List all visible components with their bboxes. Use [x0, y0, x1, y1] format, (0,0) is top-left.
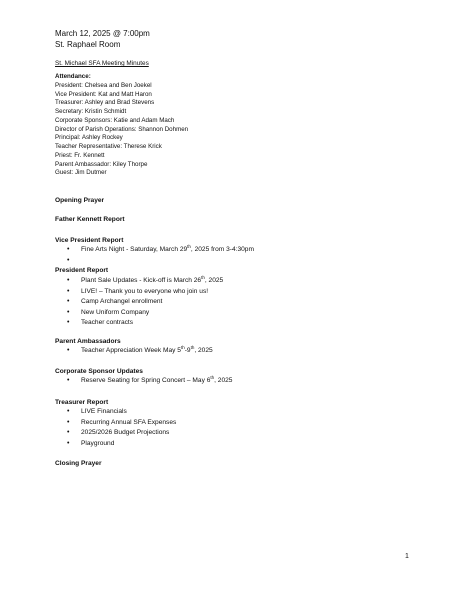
list-item: • Plant Sale Updates - Kick-off is March 26th, 2025 — [55, 276, 223, 287]
opening-prayer-heading: Opening Prayer — [55, 197, 105, 204]
attendee-line: Director of Parish Operations: Shannon Dohmen — [55, 125, 189, 133]
attendee-line: Principal: Ashley Rockey — [55, 134, 123, 142]
president-heading: President Report — [55, 267, 109, 274]
meeting-minutes-title: St. Michael SFA Meeting Minutes — [55, 60, 149, 67]
attendee-line: Teacher Representative: Therese Krick — [55, 143, 162, 150]
list-item: • Recurring Annual SFA Expenses — [55, 418, 176, 429]
parent-ambassadors-list — [55, 346, 213, 357]
attendee-line: Vice President: Kat and Matt Haron — [55, 90, 152, 98]
list-item: • Reserve Seating for Spring Concert – May 6th, 2025 — [55, 376, 232, 387]
list-item: • LIVE! – Thank you to everyone who join us! — [55, 287, 223, 298]
vice-president-list — [55, 245, 254, 266]
father-report-heading: Father Kennett Report — [55, 216, 125, 223]
list-item: • LIVE Financials — [55, 407, 176, 418]
closing-prayer-heading: Closing Prayer — [55, 460, 102, 467]
attendee-line: Corporate Sponsors: Katie and Adam Mach — [55, 116, 175, 124]
vice-president-heading: Vice President Report — [55, 237, 124, 244]
list-item: • 2025/2026 Budget Projections — [55, 428, 176, 439]
attendee-line: Priest: Fr. Kennett — [55, 151, 105, 159]
attendance-block — [55, 73, 188, 178]
attendance-label: Attendance: — [55, 73, 91, 80]
page-number: 1 — [405, 553, 409, 560]
list-item: • Camp Archangel enrollment — [55, 297, 223, 308]
treasurer-heading: Treasurer Report — [55, 399, 109, 406]
meeting-room: St. Raphael Room — [55, 40, 121, 49]
attendee-line: Guest: Jim Dutmer — [55, 169, 107, 177]
treasurer-list — [55, 407, 176, 449]
corporate-sponsor-heading: Corporate Sponsor Updates — [55, 368, 143, 375]
list-item: • Playground — [55, 439, 176, 450]
list-item: • Fine Arts Night - Saturday, March 29th, 2025 from 3-4:30pm — [55, 245, 254, 256]
attendee-line: Secretary: Kristin Schmidt — [55, 108, 127, 115]
attendee-line: Treasurer: Ashley and Brad Stevens — [55, 99, 155, 107]
list-item: • Teacher contracts — [55, 318, 223, 329]
corporate-sponsor-list — [55, 376, 232, 387]
attendee-line: Parent Ambassador: Kiley Thorpe — [55, 160, 148, 168]
attendee-line: President: Chelsea and Ben Joekel — [55, 81, 152, 89]
list-item: • Teacher Appreciation Week May 5th-9th, 2025 — [55, 346, 213, 357]
list-item: • New Uniform Company — [55, 308, 223, 319]
president-list — [55, 276, 223, 329]
parent-ambassadors-heading: Parent Ambassadors — [55, 338, 121, 345]
list-item-empty — [55, 256, 254, 267]
meeting-date: March 12, 2025 @ 7:00pm — [55, 29, 150, 38]
